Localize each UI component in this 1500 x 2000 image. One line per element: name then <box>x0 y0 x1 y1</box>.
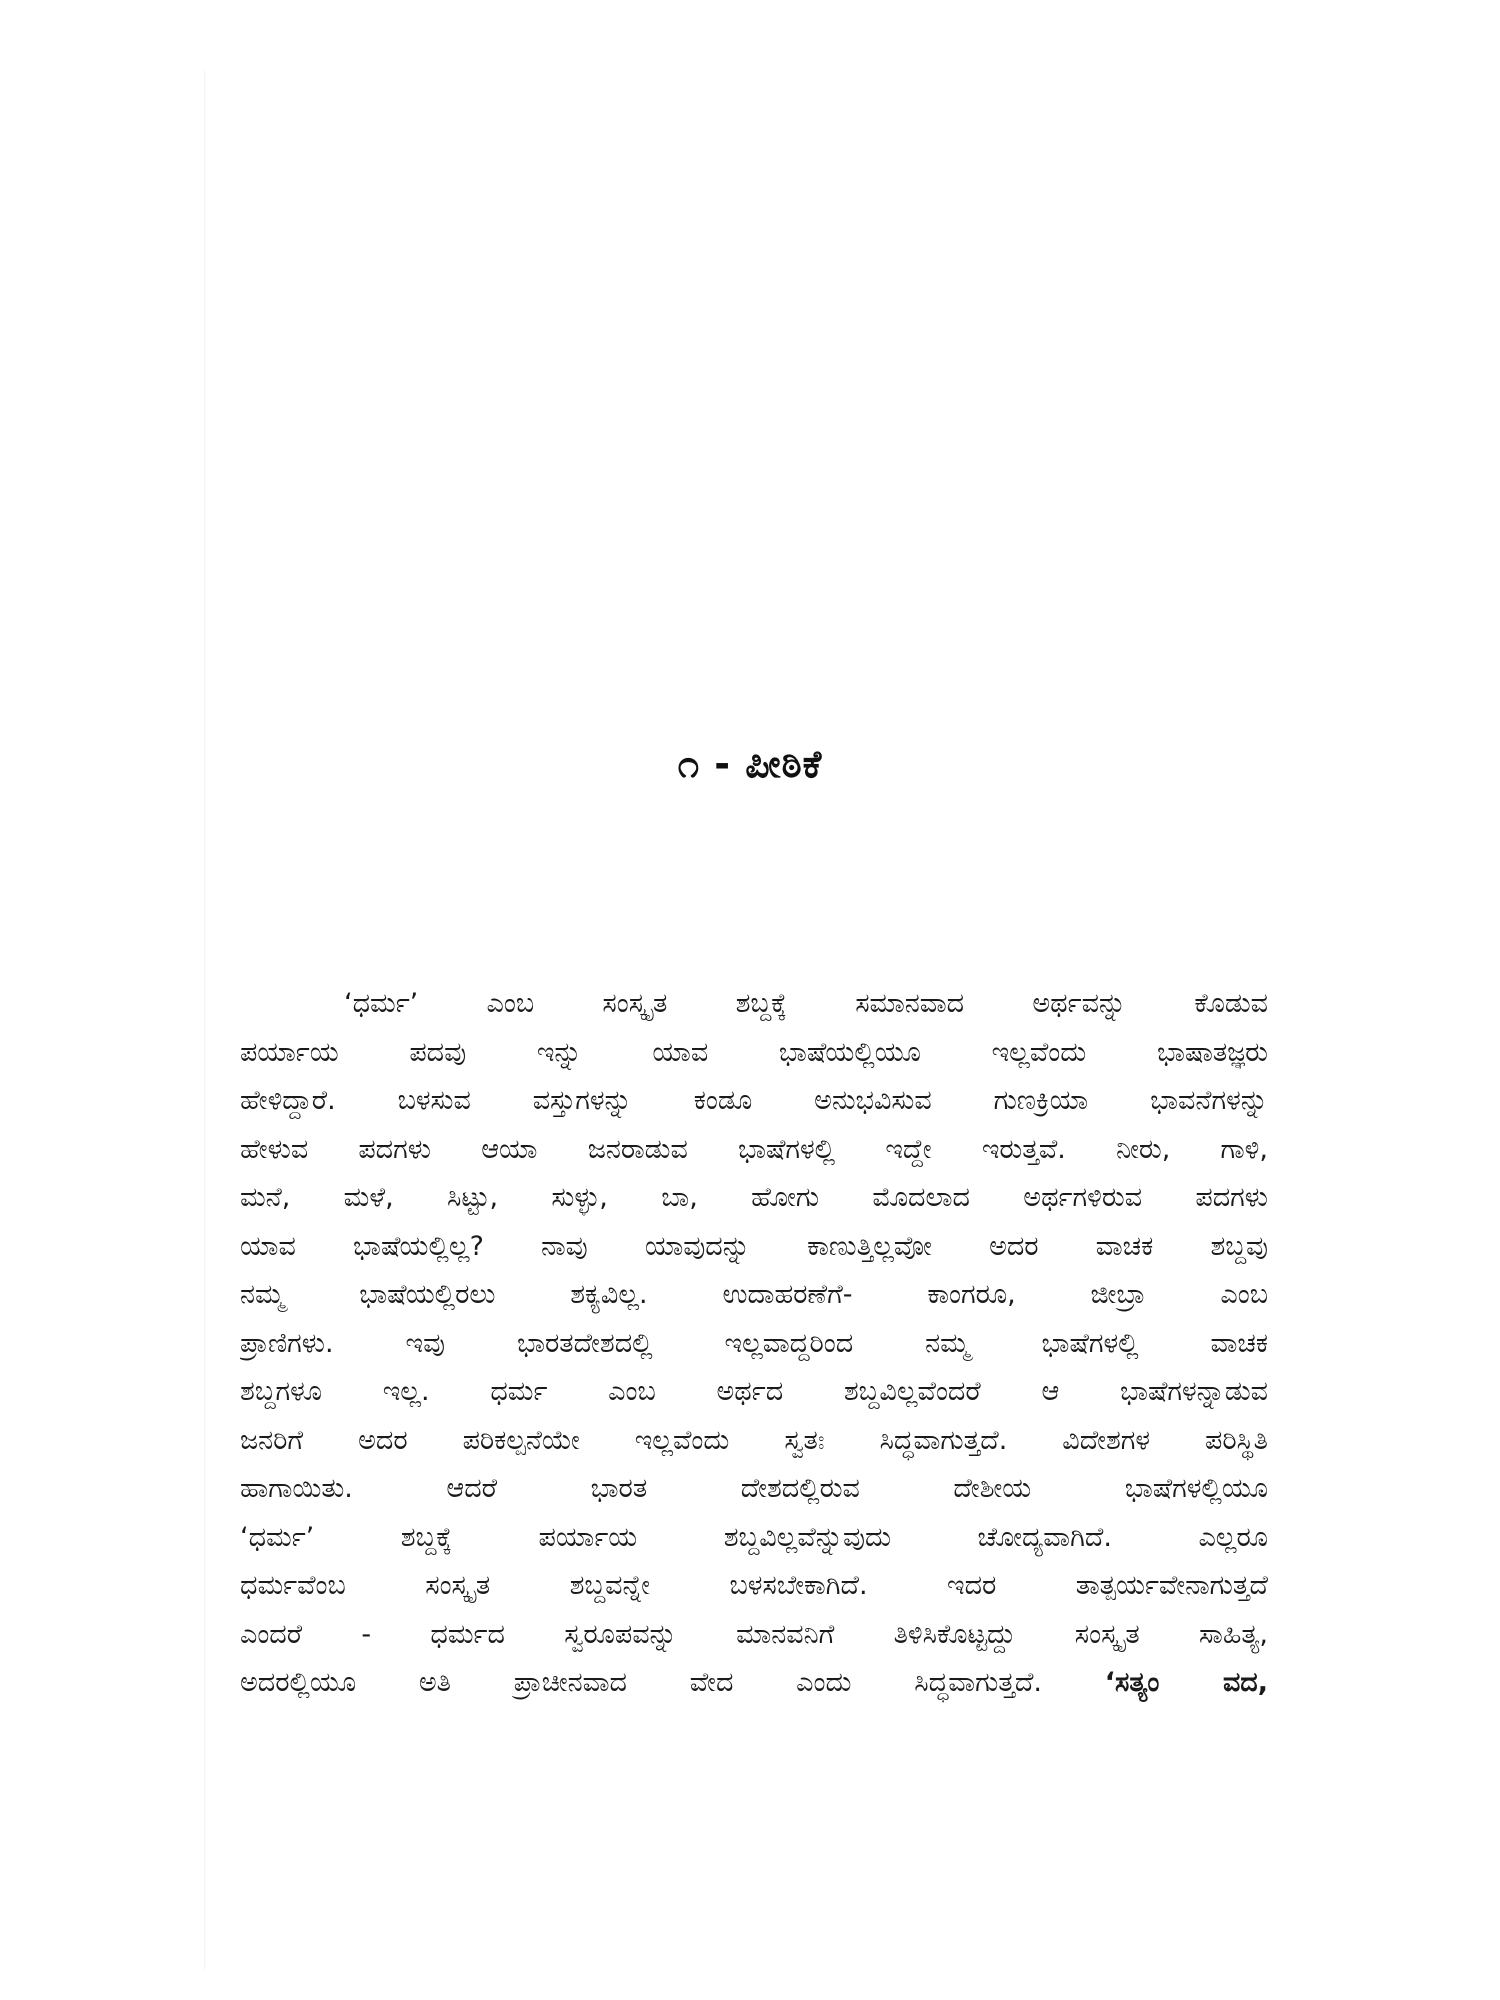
page-fold-shadow <box>204 70 206 1970</box>
paragraph-line: ಹೇಳುವ ಪದಗಳು ಆಯಾ ಜನರಾಡುವ ಭಾಷೆಗಳಲ್ಲಿ ಇದ್ದೇ ಇರುತ್ತವೆ. ನೀರು, ಗಾಳಿ, <box>240 1133 1268 1165</box>
paragraph-line: ‘ಧರ್ಮ’ ಶಬ್ದಕ್ಕೆ ಪರ್ಯಾಯ ಶಬ್ದವಿಲ್ಲವೆನ್ನುವುದು ಚೋದ್ಯವಾಗಿದೆ. ಎಲ್ಲರೂ <box>240 1521 1268 1553</box>
chapter-title: ೧ - ಪೀಠಿಕೆ <box>677 742 823 786</box>
paragraph-line: ಮನೆ, ಮಳೆ, ಸಿಟ್ಟು, ಸುಳ್ಳು, ಬಾ, ಹೋಗು ಮೊದಲಾದ ಅರ್ಥಗಳಿರುವ ಪದಗಳು <box>240 1182 1268 1213</box>
paragraph-line: ಜನರಿಗೆ ಅದರ ಪರಿಕಲ್ಪನೆಯೇ ಇಲ್ಲವೆಂದು ಸ್ವತಃ ಸಿದ್ಧವಾಗುತ್ತದೆ. ವಿದೇಶಗಳ ಪರಿಸ್ಥಿತಿ <box>240 1424 1268 1456</box>
paragraph-line: ನಮ್ಮ ಭಾಷೆಯಲ್ಲಿರಲು ಶಕ್ಯವಿಲ್ಲ. ಉದಾಹರಣೆಗೆ- ಕಾಂಗರೂ, ಜೀಬ್ರಾ ಎಂಬ <box>240 1279 1268 1310</box>
paragraph-line: ಪರ್ಯಾಯ ಪದವು ಇನ್ನು ಯಾವ ಭಾಷೆಯಲ್ಲಿಯೂ ಇಲ್ಲವೆಂದು ಭಾಷಾತಜ್ಞರು <box>240 1036 1268 1068</box>
paragraph-line: ಹಾಗಾಯಿತು. ಆದರೆ ಭಾರತ ದೇಶದಲ್ಲಿರುವ ದೇಶೀಯ ಭಾಷೆಗಳಲ್ಲಿಯೂ <box>240 1473 1268 1504</box>
body-paragraph <box>240 980 1268 1708</box>
paragraph-line: ಪ್ರಾಣಿಗಳು. ಇವು ಭಾರತದೇಶದಲ್ಲಿ ಇಲ್ಲವಾದ್ದರಿಂದ ನಮ್ಮ ಭಾಷೆಗಳಲ್ಲಿ ವಾಚಕ <box>240 1327 1268 1359</box>
emphasized-quote: ‘ಸತ್ಯಂ ವದ, <box>1104 1667 1268 1698</box>
paragraph-line: ಯಾವ ಭಾಷೆಯಲ್ಲಿಲ್ಲ? ನಾವು ಯಾವುದನ್ನು ಕಾಣುತ್ತಿಲ್ಲವೋ ಅದರ ವಾಚಕ ಶಬ್ದವು <box>240 1230 1268 1262</box>
paragraph-line-last-text: ಅದರಲ್ಲಿಯೂ ಅತಿ ಪ್ರಾಚೀನವಾದ ವೇದ ಎಂದು ಸಿದ್ಧವಾಗುತ್ತದೆ. <box>240 1667 1042 1698</box>
paragraph-line: ಧರ್ಮವೆಂಬ ಸಂಸ್ಕೃತ ಶಬ್ದವನ್ನೇ ಬಳಸಬೇಕಾಗಿದೆ. ಇದರ ತಾತ್ಪರ್ಯವೇನಾಗುತ್ತದೆ <box>240 1570 1268 1601</box>
paragraph-line: ಎಂದರೆ - ಧರ್ಮದ ಸ್ವರೂಪವನ್ನು ಮಾನವನಿಗೆ ತಿಳಿಸಿಕೊಟ್ಟದ್ದು ಸಂಸ್ಕೃತ ಸಾಹಿತ್ಯ, <box>240 1618 1268 1650</box>
paragraph-line: ‘ಧರ್ಮ’ ಎಂಬ ಸಂಸ್ಕೃತ ಶಬ್ದಕ್ಕೆ ಸಮಾನವಾದ ಅರ್ಥವನ್ನು ಕೊಡುವ <box>344 988 1268 1019</box>
paragraph-line: ಹೇಳಿದ್ದಾರೆ. ಬಳಸುವ ವಸ್ತುಗಳನ್ನು ಕಂಡೂ ಅನುಭವಿಸುವ ಗುಣಕ್ರಿಯಾ ಭಾವನೆಗಳನ್ನು <box>240 1085 1268 1116</box>
paragraph-line-last <box>240 1659 1268 1708</box>
paragraph-line: ಶಬ್ದಗಳೂ ಇಲ್ಲ. ಧರ್ಮ ಎಂಬ ಅರ್ಥದ ಶಬ್ದವಿಲ್ಲವೆಂದರೆ ಆ ಭಾಷೆಗಳನ್ನಾಡುವ <box>240 1376 1268 1407</box>
